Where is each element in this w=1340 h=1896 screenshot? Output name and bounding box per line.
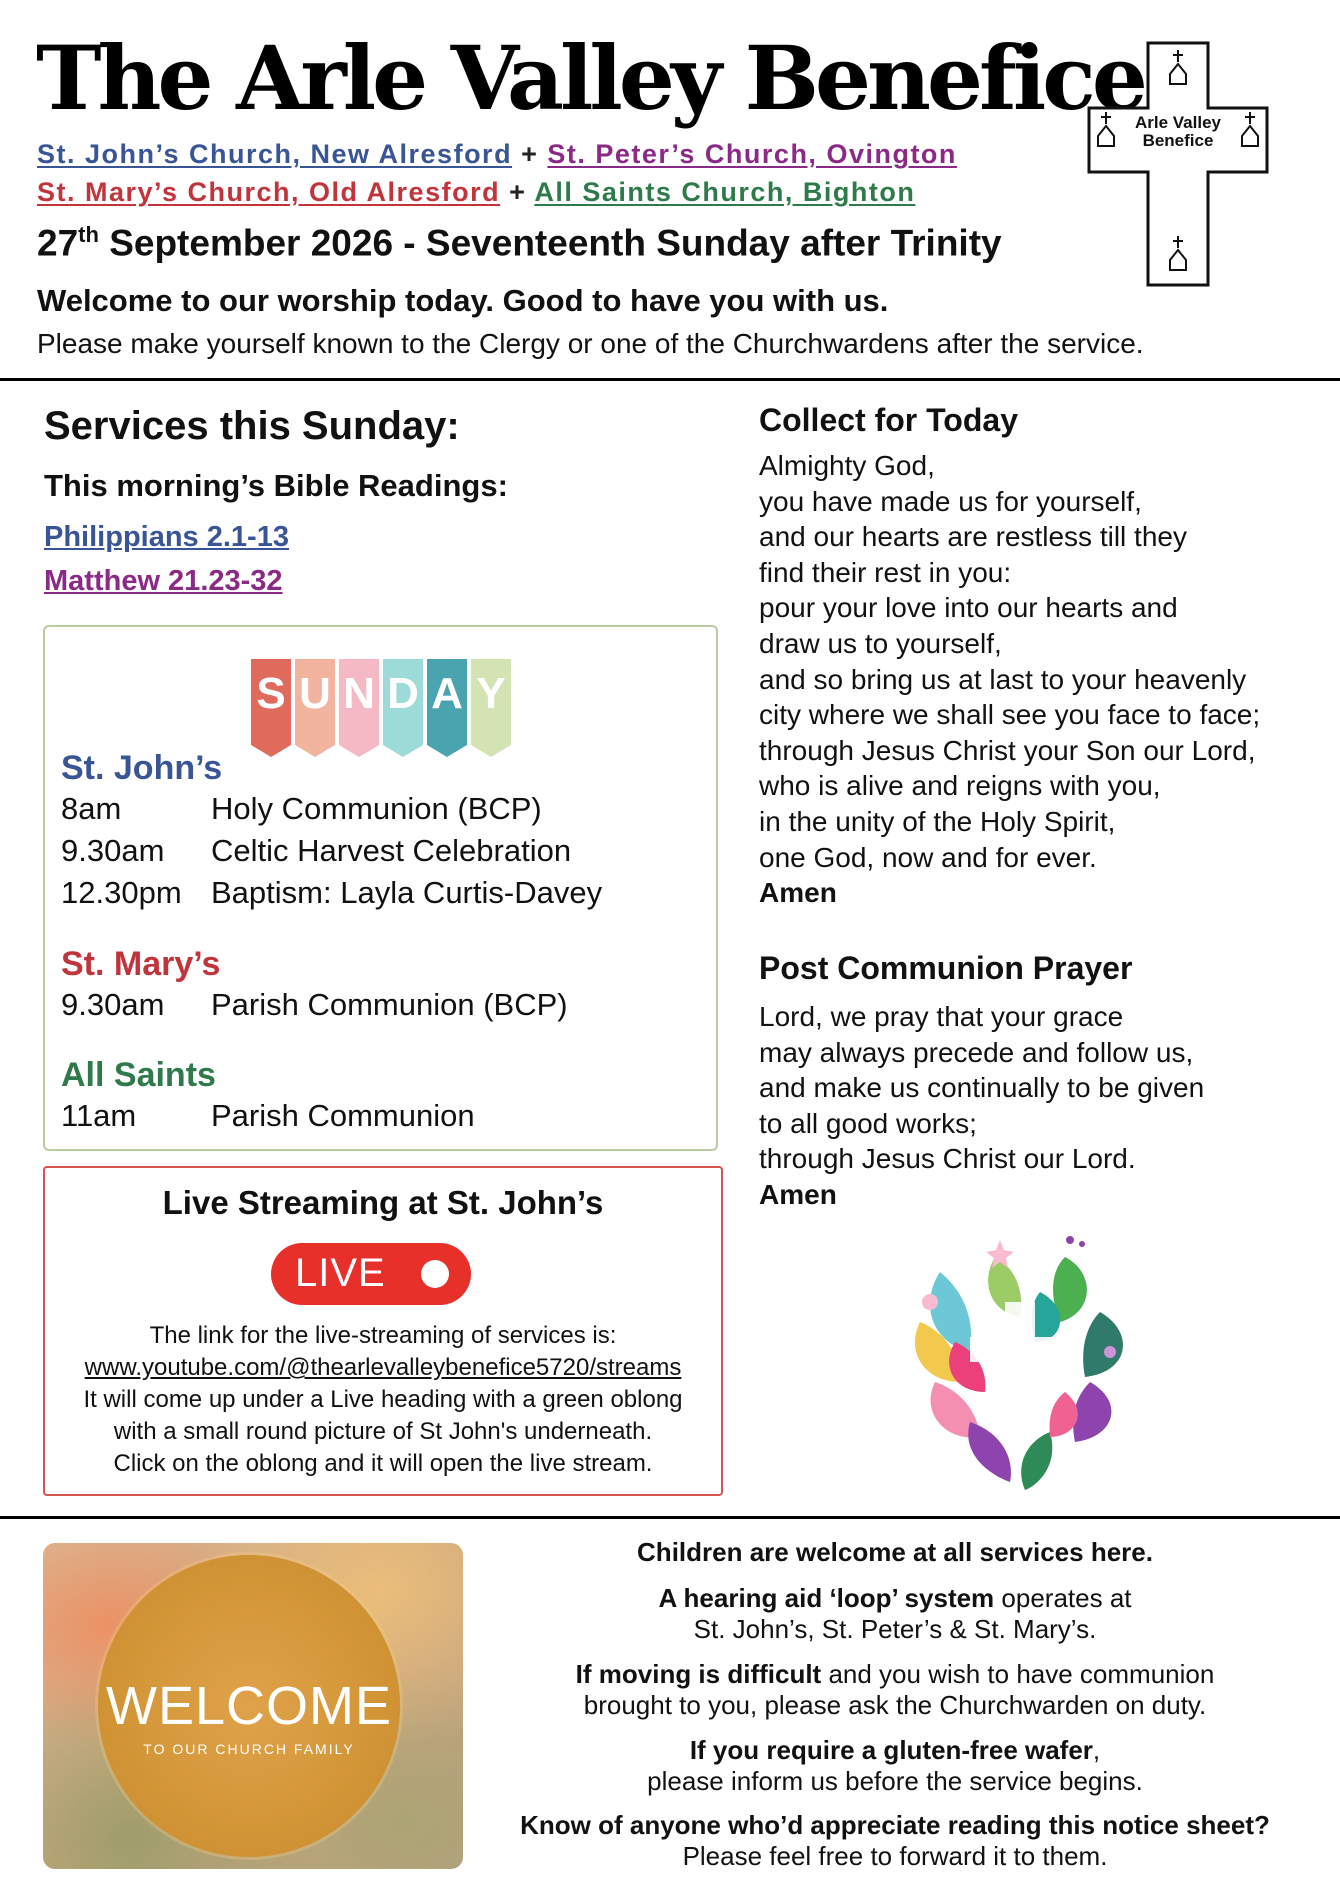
welcome-circle xyxy=(98,1555,400,1857)
welcome-subtitle: TO OUR CHURCH FAMILY xyxy=(143,1741,355,1757)
date-suffix: th xyxy=(78,222,99,247)
service-description: Holy Communion (BCP) xyxy=(211,791,542,826)
link-st-marys-church[interactable]: St. Mary’s Church, Old Alresford xyxy=(37,177,501,207)
notice-forward-bold: Know of anyone who’d appreciate reading this notice sheet? xyxy=(520,1810,1270,1840)
church-heading-st-marys: St. Mary’s xyxy=(61,945,221,983)
churches-line-2 xyxy=(37,174,915,210)
notice-moving-difficult xyxy=(470,1659,1320,1690)
logo-text-line-2: Benefice xyxy=(1142,131,1214,150)
page-title: The Arle Valley Benefice xyxy=(36,26,1144,130)
date-rest: September 2026 - Seventeenth Sunday after Trinity xyxy=(98,222,1002,264)
service-row xyxy=(61,833,571,869)
service-time: 11am xyxy=(61,1098,137,1133)
live-info-link-line xyxy=(45,1354,721,1382)
sunday-banner-tile xyxy=(295,659,335,757)
collect-text xyxy=(759,448,1260,911)
service-row xyxy=(61,987,568,1023)
collect-line: you have made us for yourself, xyxy=(759,485,1142,517)
collect-line: find their rest in you: xyxy=(759,556,1012,588)
collect-line: and our hearts are restless till they xyxy=(759,521,1187,553)
reading-link-philippians[interactable]: Philippians 2.1-13 xyxy=(44,521,289,553)
logo-text-line-1: Arle Valley xyxy=(1134,113,1222,132)
service-row xyxy=(61,875,602,911)
notice-hearing-loop-rest: operates at xyxy=(994,1583,1132,1613)
introduce-yourself-note: Please make yourself known to the Clergy or one of the Churchwardens after the service. xyxy=(37,328,1144,359)
sunday-banner-letter: S xyxy=(256,669,286,718)
sunday-banner-tile xyxy=(251,659,291,757)
notice-gluten-bold: If you require a gluten-free wafer xyxy=(689,1735,1093,1765)
welcome-to-our-church-family-image xyxy=(43,1543,463,1869)
sunday-banner-tile xyxy=(427,659,467,757)
collect-line: through Jesus Christ your Son our Lord, xyxy=(759,734,1256,766)
church-heading-st-johns: St. John’s xyxy=(61,749,223,787)
notice-moving-line2: brought to you, please ask the Churchwarden on duty. xyxy=(583,1690,1207,1720)
link-st-johns-church[interactable]: St. John’s Church, New Alresford xyxy=(37,139,513,169)
service-date-heading xyxy=(37,222,1002,264)
sunday-banner-letter: Y xyxy=(476,669,506,718)
notice-children xyxy=(470,1537,1320,1568)
collect-line: one God, now and for ever. xyxy=(759,841,1097,873)
live-info-line: Click on the oblong and it will open the live stream. xyxy=(113,1450,653,1477)
sunday-banner-letter: U xyxy=(299,669,331,718)
link-all-saints-church[interactable]: All Saints Church, Bighton xyxy=(534,177,916,207)
notice-hearing-loop xyxy=(470,1583,1320,1614)
bible-readings-heading: This morning’s Bible Readings: xyxy=(44,468,508,503)
reading-link-matthew[interactable]: Matthew 21.23-32 xyxy=(44,565,283,597)
collect-line: draw us to yourself, xyxy=(759,627,1002,659)
post-communion-line: to all good works; xyxy=(759,1107,977,1139)
sunday-banner-letter: D xyxy=(387,669,419,718)
notice-hearing-loop-bold: A hearing aid ‘loop’ system xyxy=(658,1583,995,1613)
notice-hearing-loop-line2: St. John’s, St. Peter’s & St. Mary’s. xyxy=(693,1614,1097,1644)
collect-line: in the unity of the Holy Spirit, xyxy=(759,805,1116,837)
post-communion-line: Lord, we pray that your grace xyxy=(759,1001,1124,1032)
date-day: 27 xyxy=(37,222,79,264)
youtube-streams-link[interactable]: www.youtube.com/@thearlevalleybenefice5720/streams xyxy=(84,1354,682,1381)
church-heading-all-saints: All Saints xyxy=(61,1056,216,1094)
notice-moving-rest: and you wish to have communion xyxy=(821,1659,1215,1689)
sunday-banner-tile xyxy=(471,659,511,757)
collect-line: who is alive and reigns with you, xyxy=(759,770,1161,802)
live-badge xyxy=(271,1243,471,1305)
notice-children-text: Children are welcome at all services here. xyxy=(637,1537,1153,1567)
live-info-line: It will come up under a Live heading with a green oblong xyxy=(83,1386,683,1413)
collect-amen: Amen xyxy=(759,877,837,909)
live-streaming-box xyxy=(43,1166,723,1496)
record-dot-icon xyxy=(421,1260,449,1288)
floral-cross-icon xyxy=(900,1232,1140,1494)
live-streaming-heading: Live Streaming at St. John’s xyxy=(162,1184,604,1221)
service-description: Parish Communion xyxy=(211,1098,475,1133)
notice-gluten-rest: , xyxy=(1092,1735,1101,1765)
service-row xyxy=(61,1098,475,1134)
post-communion-amen: Amen xyxy=(759,1178,837,1210)
service-row xyxy=(61,791,542,827)
link-st-peters-church[interactable]: St. Peter’s Church, Ovington xyxy=(547,139,957,169)
plus-separator: + xyxy=(509,177,527,207)
service-time: 9.30am xyxy=(61,987,165,1022)
service-time: 8am xyxy=(61,791,122,826)
sunday-banner-tile xyxy=(339,659,379,757)
service-description: Baptism: Layla Curtis-Davey xyxy=(211,875,603,910)
post-communion-heading: Post Communion Prayer xyxy=(759,950,1133,986)
post-communion-line: may always precede and follow us, xyxy=(759,1036,1194,1068)
services-heading: Services this Sunday: xyxy=(44,404,460,448)
live-badge-label: LIVE xyxy=(295,1251,386,1295)
welcome-message: Welcome to our worship today. Good to have you with us. xyxy=(37,283,889,318)
header-divider xyxy=(0,378,1340,381)
notice-forward-line2: Please feel free to forward it to them. xyxy=(682,1841,1108,1871)
churches-line-1 xyxy=(37,136,957,172)
sunday-banner-letter: N xyxy=(343,669,375,718)
post-communion-text xyxy=(759,999,1204,1213)
post-communion-line: and make us continually to be given xyxy=(759,1072,1205,1104)
collect-line: pour your love into our hearts and xyxy=(759,592,1178,624)
sunday-banner-tile xyxy=(383,659,423,757)
collect-line: city where we shall see you face to face; xyxy=(759,699,1261,731)
live-info-line: with a small round picture of St John's underneath. xyxy=(113,1418,653,1445)
service-description: Parish Communion (BCP) xyxy=(211,987,568,1022)
sunday-services-box xyxy=(43,625,718,1151)
welcome-word: WELCOME xyxy=(105,1676,393,1736)
notice-gluten-line2: please inform us before the service begins. xyxy=(647,1766,1143,1796)
collect-heading: Collect for Today xyxy=(759,402,1018,438)
notice-forward xyxy=(470,1810,1320,1841)
benefice-logo-cross-icon xyxy=(1086,40,1270,288)
service-description: Celtic Harvest Celebration xyxy=(211,833,572,868)
post-communion-line: through Jesus Christ our Lord. xyxy=(759,1143,1136,1175)
collect-line: Almighty God, xyxy=(759,450,935,481)
live-info-line: The link for the live-streaming of services is: xyxy=(149,1322,617,1349)
footer-divider xyxy=(0,1516,1340,1519)
sunday-banner-letter: A xyxy=(431,669,463,718)
collect-line: and so bring us at last to your heavenly xyxy=(759,663,1247,695)
notice-moving-bold: If moving is difficult xyxy=(575,1659,822,1689)
service-time: 12.30pm xyxy=(61,875,182,910)
plus-separator: + xyxy=(521,139,539,169)
notice-gluten-free xyxy=(470,1735,1320,1766)
service-time: 9.30am xyxy=(61,833,165,868)
